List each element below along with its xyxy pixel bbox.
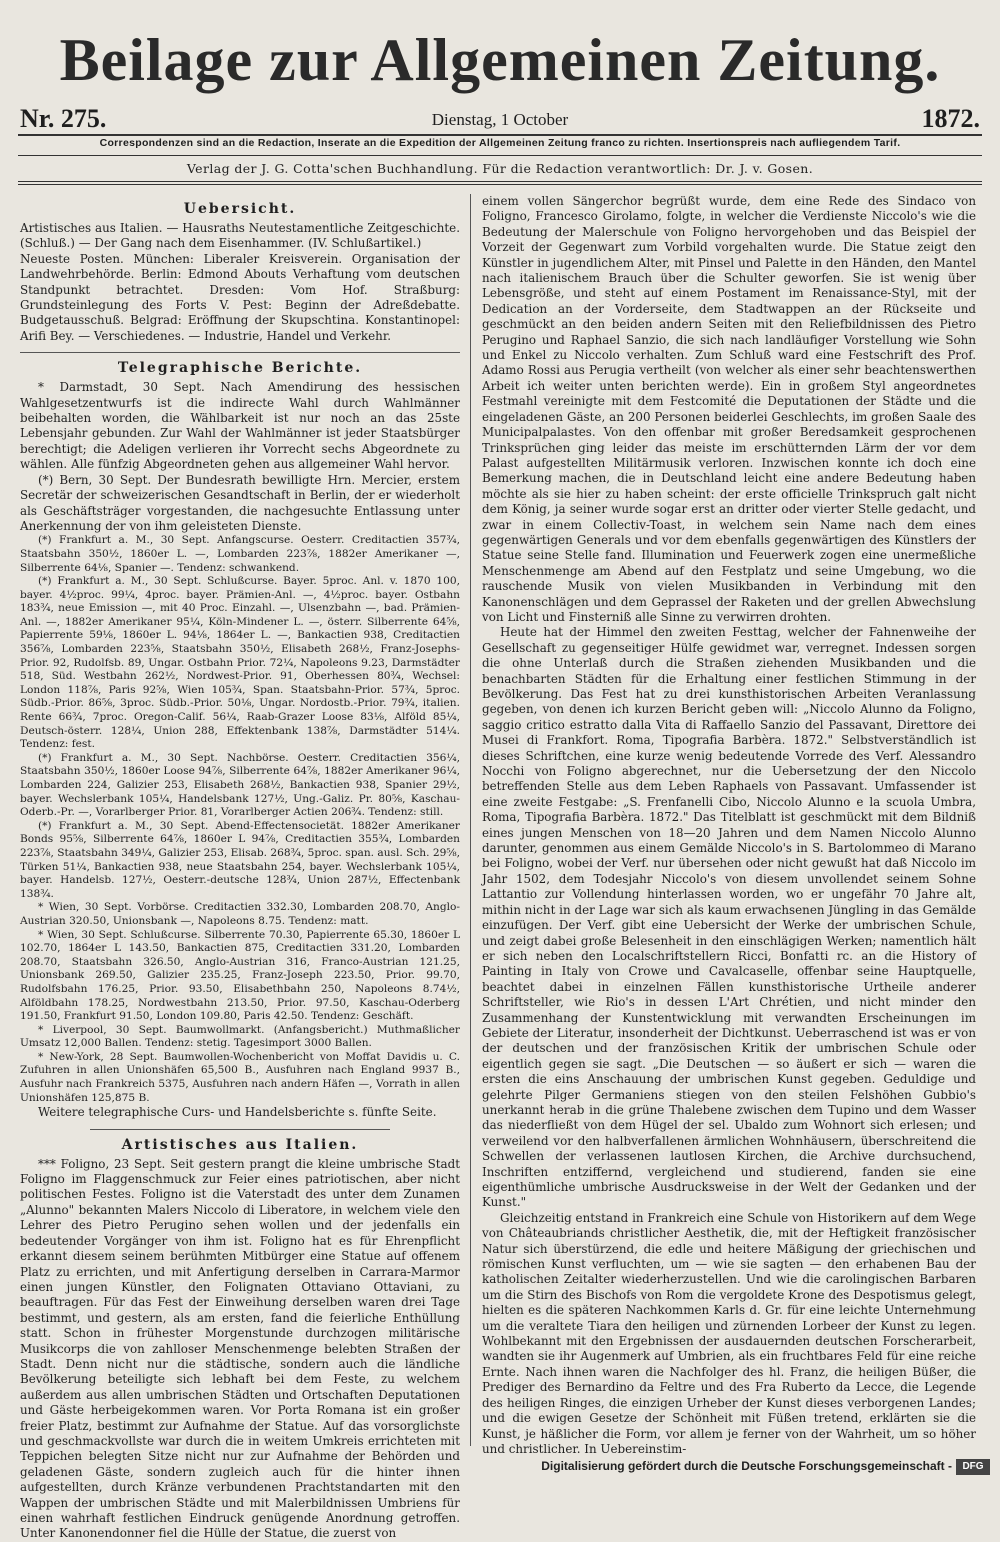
report-new-york: * New-York, 28 Sept. Baumwollen-Wochenbericht von Moffat Davidis u. C. Zufuhren in allen Unionshäfen 65,500 B., Ausfuhren nach England 9937 B., Ausfuhr nach Frankreich 5375, Ausfuhren nach andern Häfen —, Vorrath in allen Unionshäfen 125,875 B. (20, 1050, 460, 1104)
notice-rule (18, 155, 982, 156)
publisher-rule-bottom (18, 184, 982, 185)
issue-date: Dienstag, 1 October (431, 110, 569, 129)
artistic-french-school: Gleichzeitig entstand in Frankreich eine Schule von Historikern auf dem Wege von Châteaubriands christlicher Aesthetik, die, mit der Heftigkeit französischer Natur sich überstürzend, die edle und heitere Mäßigung der griechischen und römischen Kunst verfluchten, um — wie sie sagten — den erhabenen Bau der katholischen Zeitalter wiederherzustellen. Und wie die carolingischen Barbaren um die Stirn des Bischofs von Rom die vergoldete Krone des Despotismus gelegt, hielten es die späteren Nachkommen Karls d. Gr. für eine leichte Unternehmung um die veraltete Tiara den heiligen und zürnenden Lorbeer der Kunst zu legen. Wohlbekannt mit den Ergebnissen der ausdauernden deutschen Forscherarbeit, wandten sie ihr Augenmerk auf Umbrien, als ein fruchtbares Feld für eine reiche Ernte. Nach ihnen waren die Nachfolger des hl. Franz, die heiligen Büßer, die Prediger des Bernardino da Feltre und des Fra Ruberto da Lecce, die Legende des heiligen Ringes, die einzigen Urheber der Kunst dieses verborgenen Landes; und die ewigen Gesetze der Schönheit mit Füßen tretend, erklärten sie die Kunst, je häßlicher die Form, vor allem je ferner von der Wahrheit, um so höher und christlicher. In Uebereinstim- (482, 1210, 976, 1456)
report-frankfurt-opening: (*) Frankfurt a. M., 30 Sept. Anfangscurse. Oesterr. Creditactien 357¾, Staatsbahn 350½, 1860er L. —, Lombarden 223⅞, 1882er Amerikaner —, Silberrente 64⅛, Spanier —. Tendenz: schwankend. (20, 534, 460, 574)
publisher-line: Verlag der J. G. Cotta'schen Buchhandlung. Für die Redaction verantwortlich: Dr. J. v. Gosen. (186, 161, 814, 176)
issue-line (20, 104, 980, 134)
artistic-foligno-intro: *** Foligno, 23 Sept. Seit gestern prangt die kleine umbrische Stadt Foligno im Flaggenschmuck zur Feier eines patriotischen, aber nicht politischen Festes. Foligno ist die Vaterstadt des unter dem Zunamen „Alunno" bekannten Malers Niccolo di Liberatore, in welchem viele den Lehrer des Pietro Perugino sehen wollen und der jedenfalls ein bedeutender Vorgänger von ihm ist. Foligno hat es für Ehrenpflicht erkannt diesem seinem berühmten Mitbürger eine Statue auf offenem Platz zu errichten, und mit Anfertigung derselben in Carrara-Marmor einen jungen Künstler, den Folignaten Ottaviano Ottaviani, zu beauftragen. Für das Fest der Einweihung derselben waren drei Tage bestimmt, und gestern, als am ersten, fand die feierliche Enthüllung statt. Schon in frühester Morgenstunde durchzogen militärische Musikcorps die von zahlloser Menschenmenge belebten Straßen der Stadt. Denn nicht nur die städtische, sondern auch die ländliche Bevölkerung beteiligte sich lebhaft bei dem Feste, zu welchem außerdem aus allen umbrischen Städten und Ortschaften Deputationen und Gäste herbeigekommen waren. Vor Porta Romana ist ein großer freier Platz, bestimmt zur Aufnahme der Statue. Auf das vorsorglichste und geschmackvollste war durch die in weitem Umkreis errichteten mit Teppichen belegten Sitze nicht nur zur Aufnahme der Behörden und geladenen Gäste, sondern zugleich auch für die hinter ihnen aufgestellten, durch Kränze verbundenen Prachtstandarten mit den Wappen der umbrischen Städte und mit Malerbildnissen Umbriens für einen wahrhaft festlichen Eindruck genügende Anordnung getroffen. Unter Kanonendonner fiel die Hülle der Statue, die zuerst von (20, 1156, 460, 1541)
footer-credit: Digitalisierung gefördert durch die Deutsche Forschungsgemeinschaft - (541, 1459, 952, 1473)
submission-notice: Correspondenzen sind an die Redaction, Inserate an die Expedition der Allgemeinen Zeitung franco zu richten. Insertionspreis nach aufliegendem Tarif. (99, 137, 901, 149)
report-liverpool: * Liverpool, 30 Sept. Baumwollmarkt. (Anfangsbericht.) Muthmaßlicher Umsatz 12,000 Ballen. Tendenz: stetig. Tagesimport 3000 Ballen. (20, 1023, 460, 1050)
right-column (482, 194, 976, 1456)
section-rule (20, 352, 460, 353)
overview-latest-posts: Neueste Posten. München: Liberaler Kreisverein. Organisation der Landwehrbehörde. Berlin: Edmond Abouts Verhaftung vom deutschen Standpunkt betrachtet. Dresden: Vom Hof. Straßburg: Grundsteinlegung des Forts V. Pest: Beginn der Adreßdebatte. Budgetausschuß. Belgrad: Eröffnung der Skupschtina. Konstantinopel: Arifi Bey. — Verschiedenes. — Industrie, Handel und Verkehr. (20, 251, 460, 343)
publisher-rule-top (18, 181, 982, 182)
issue-number: Nr. 275. (20, 104, 107, 133)
report-vienna-closing: * Wien, 30 Sept. Schlußcurse. Silberrente 70.30, Papierrente 65.30, 1860er L 102.70, 1864er L 143.50, Bankactien 875, Creditactien 331.20, Lombarden 208.70, Staatsbahn 326.50, Anglo-Austrian 316, Franco-Austrian 121.25, Unionsbank 269.50, Galizier 235.25, Franz-Joseph 223.50, Prior. 99.70, Rudolfsbahn 176.25, Prior. 93.50, Elisabethbahn 250, Napoleons 8.74½, Alföldbahn 178.25, Nordwestbahn 213.50, Prior. 97.50, Kaschau-Oderberg 191.50, Frankfurt 91.50, London 109.80, Paris 42.50. Tendenz: Geschäft. (20, 928, 460, 1023)
column-divider (470, 194, 471, 1446)
artistic-second-day: Heute hat der Himmel den zweiten Festtag, welcher der Fahnenweihe der Gesellschaft zu gegenseitiger Hülfe gewidmet war, verregnet. Indessen sorgen die ohne Unterlaß durch die Straßen ziehenden Musikbanden und die benachbarten Städten für die Erhaltung einer festlichen Stimmung in der Bevölkerung. Das Fest hat zu drei kunsthistorischen Arbeiten Veranlassung gegeben, von denen ich kurzen Bericht geben will: „Niccolo Alunno da Foligno, saggio critico estratto dalla Vita di Raffaello Sanzio del Passavant, Direttore dei Musei di Frankfort. Roma, Tipografia Barbèra. 1872." Selbstverständlich ist dieses Schriftchen, eine kurze wenig bedeutende Vorrede des Verf. Alessandro Nocchi von Foligno abgerechnet, nur die Uebersetzung der den Niccolo betreffenden Stelle aus dem Leben Raphaels von Passavant. Umfassender ist eine zweite Festgabe: „S. Frenfanelli Cibo, Niccolo Alunno e la scuola Umbra, Roma, Tipografia Barbèra. 1872." Das Titelblatt ist geschmückt mit dem Bildniß eines jungen Menschen von 18—20 Jahren und dem Namen Niccolo Alunno darunter, genommen aus einem Gemälde Niccolo's in S. Bartolommeo di Marano bei Foligno, wobei der Verf. nur übersehen oder nicht gewußt hat daß Niccolo im Jahr 1502, dem Todesjahr Niccolo's von diesem unvollendet seinem Sohne Lattantio zur Vollendung hinterlassen worden, wo er ungefähr 70 Jahre alt, mithin nicht in der Lage war sich als kaum erwachsenen Jüngling in das Gemälde einzufügen. Der Verf. gibt eine Uebersicht der Werke der umbrischen Schule, und zeigt dabei große Belesenheit in den einschlägigen Werken; namentlich hält er sich neben den Localschriftstellern Ricci, Bonfatti rc. an die History of Painting in Italy von Crowe und Cavalcaselle, offenbar seine Hauptquelle, beachtet dabei in einzelnen Fällen kunsthistorische Urtheile anderer Schriftsteller, wie Rio's in dessen L'Art Chrétien, und nicht minder den Zusammenhang der Kunstentwicklung mit verwandten Erscheinungen im Gebiete der Literatur, insonderheit der Dichtkunst. Ueberraschend ist was er von der deutschen und der französischen Kritik der umbrischen Schule oder eigentlich gegen sie sagt. „Die Deutschen — so äußert er sich — waren die ersten die eins Anschauung der umbrischen Kunst gegeben. Geduldige und gelehrte Pilger Germaniens stiegen von den steilen Felshöhen Gubbio's unerkannt herab in die grüne Thalebene zwischen dem Tupino und dem Wasser das niederfließt von dem Hügel der sel. Ubaldo zum Wohnort sich erlesen; und verweilend vor den halbverfallenen ärmlichen Wohnhäusern, überschreitend die Schwellen der verlassenen lautlosen Kirchen, die Archive durchsuchend, Inschriften entziffernd, vergleichend und studierend, fanden sie eine eigenthümliche umbrische Ausdrucksweise in der Welt der Gedanken und der Kunst." (482, 625, 976, 1210)
report-see-page-five: Weitere telegraphische Curs- und Handelsberichte s. fünfte Seite. (38, 1105, 437, 1120)
digitization-footer (0, 1454, 1000, 1480)
overview-heading: Uebersicht. (183, 201, 297, 217)
telegraph-heading: Telegraphische Berichte. (117, 360, 363, 377)
left-column (20, 194, 460, 1541)
report-frankfurt-closing: (*) Frankfurt a. M., 30 Sept. Schlußcurse. Bayer. 5proc. Anl. v. 1870 100, bayer. 4½proc. 99¼, 4proc. bayer. Prämien-Anl. —, 4½proc. bayer. Ostbahn 183¾, neue Emission —, mit 40 Proc. Einzahl. —, Ulsenzbahn —, bad. Prämien-Anl. —, 1882er Amerikaner 95¼, Köln-Mindener L. —, österr. Silberrente 64⅝, Papierrente 59⅛, 1860er L. 94⅛, 1864er L. —, Bankactien 938, Creditactien 356⅞, Lombarden 223⅝, Staatsbahn 350½, Elisabeth 268½, Franz-Josephs-Prior. 92, Rudolfsb. 89, Ungar. Ostbahn Prior. 72¼, Napoleons 9.23, Darmstädter 518, Süd. Westbahn 262½, Nordwest-Prior. 91, Oberhessen 80¾, Wechsel: London 118⅞, Paris 92⅝, Wien 105¾, Span. Staatsbahn-Prior. 57¾, 5proc. Südb.-Prior. 86⅝, 3proc. Südb.-Prior. 50⅛, Ungar. Nordostb.-Prior. 79¾, italien. Rente 66¾, 7proc. Oregon-Calif. 56¼, Raab-Grazer Loose 83⅛, Alföld 85¼, Deutsch-österr. 128¼, Union 288, Effektenbank 138⅞, Darmstädter 514¼. Tendenz: fest. (20, 575, 460, 751)
issue-year: 1872. (921, 104, 980, 133)
masthead-title: Beilage zur Allgemeinen Zeitung. (59, 27, 941, 93)
report-bern: (*) Bern, 30 Sept. Der Bundesrath bewilligte Hrn. Mercier, erstem Secretär der schweizerischen Gesandtschaft in Berlin, der er wiederholt als Geschäftsträger vorgestanden, die nachgesuchte Entlassung unter Anerkennung der von ihm geleisteten Dienste. (20, 472, 460, 533)
report-darmstadt: * Darmstadt, 30 Sept. Nach Amendirung des hessischen Wahlgesetzentwurfs ist die indirecte Wahl durch Wahlmänner beibehalten worden, die Wählbarkeit ist nur noch an das 25ste Lebensjahr gebunden. Zur Wahl der Wahlmänner ist jeder Staatsbürger berechtigt; die Adeligen verlieren ihr Vorrecht sechs Abgeordnete zu wählen. Alle fünfzig Abgeordneten gehen aus allgemeiner Wahl hervor. (20, 380, 460, 472)
masthead-rule (18, 134, 982, 136)
dfg-logo: DFG (956, 1459, 990, 1475)
artistic-continuation: einem vollen Sängerchor begrüßt wurde, dem eine Rede des Sindaco von Foligno, Francesco Girolamo, folgte, in welcher die Verdienste Niccolo's wie die Bedeutung der Malerschule von Foligno hervorgehoben und das Beispiel der Vorzeit der Gegenwart zum Vorbild vorgehalten wurde. Die Statue zeigt den Künstler in jugendlichem Alter, mit Pinsel und Palette in den Händen, den Mantel nach italienischem Brauch über die Schulter geworfen. Sie ist wenig über Lebensgröße, und steht auf einem Postament im Renaissance-Styl, mit der Dedication an der Vorderseite, dem Stadtwappen an der Rückseite und geschmückt an den beiden andern Seiten mit den Reliefbildnissen des Pietro Perugino und Raphael Sanzio, die sich nach landläufiger Vorstellung wie Sohn und Enkel zu Niccolo verhalten. Zum Schluß ward eine Festschrift des Prof. Adamo Rossi aus Perugia vertheilt (von welcher als einer sehr beachtenswerthen Arbeit ich weiter unten berichten werde). Ein in großem Styl angeordnetes Festmahl vereinigte mit dem Festcomité die Deputationen der Städte und die eingeladenen Gäste, an 200 Personen beiderlei Geschlechts, im großen Saale des Municipalpalastes. Von den offenbar mit großer Beredsamkeit gesprochenen Trinksprüchen ging leider das meiste im erschütternden Lärm der vor dem Palast aufgestellten Militärmusik verloren. Inzwischen konnte ich doch eine Bemerkung machen, die in Deutschland leicht eine andere Bedeutung haben möchte als sie hier zu haben scheint: der erste officielle Trinkspruch galt nicht dem König, ja seiner wurde sogar erst an dritter oder vierter Stelle gedacht, und zwar in einem Collectiv-Toast, in welchem sein Name nach dem eines gegenwärtigen Generals und vor dem ebenfalls gegenwärtigen des Künstlers der Statue seine Stelle fand. Illumination und Feuerwerk zogen eine unermeßliche Menschenmenge am Abend auf den Festplatz und seine Umgebung, wo die rauschende Musik von vielen Musikbanden in Verbindung mit den Kanonenschlägen und dem Geprassel der Raketen und der grellen Abwechslung von Licht und Finsterniß alle Sinne zu verwirren drohten. (482, 194, 976, 624)
report-vienna-pre: * Wien, 30 Sept. Vorbörse. Creditactien 332.30, Lombarden 208.70, Anglo-Austrian 320.50, Unionsbank —, Napoleons 8.75. Tendenz: matt. (20, 901, 460, 927)
report-frankfurt-evening: (*) Frankfurt a. M., 30 Sept. Abend-Effectensocietät. 1882er Amerikaner Bonds 95⅝, Silberrente 64⅞, 1860er L 94⅞, Creditactien 355¾, Lombarden 223⅞, Staatsbahn 349¼, Galizier 253, Elisab. 268¾, 5proc. span. ausl. Sch. 29⅝, Türken 51¼, Bankactien 938, neue Staatsbahn 254, bayer. Wechslerbank 105¼, bayer. Handelsb. 127½, Oesterr.-deutsche 128¾, Union 287½, Effectenbank 138¾. (20, 819, 460, 900)
artistic-heading: Artistisches aus Italien. (121, 1136, 359, 1153)
overview-contents: Artistisches aus Italien. — Hausraths Neutestamentliche Zeitgeschichte. (Schluß.) — Der Gang nach dem Eisenhammer. (IV. Schlußartikel.) (20, 221, 460, 251)
report-frankfurt-afterhours: (*) Frankfurt a. M., 30 Sept. Nachbörse. Oesterr. Creditactien 356¼, Staatsbahn 350½, 1860er Loose 94⅞, Silberrente 64⅞, 1882er Amerikaner 96¼, Lombarden 224, Galizier 253, Elisabeth 268½, Bankactien 938, Spanier 29½, bayer. Wechslerbank 105¼, Handelsbank 127½, Ung.-Galiz. Pr. 80⅝, Kaschau-Oderb.-Pr. —, Vorarlberger Prior. 81, Vorarlberger Actien 206¾. Tendenz: still. (20, 751, 460, 819)
section-rule (90, 1129, 390, 1130)
